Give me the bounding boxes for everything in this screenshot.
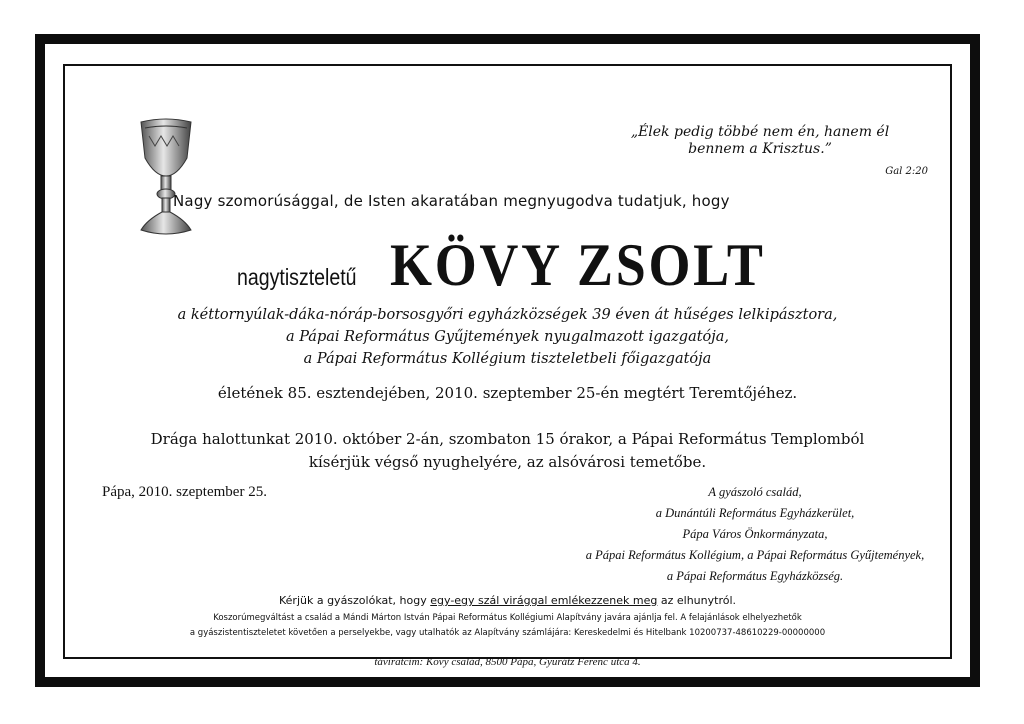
quote-line-1: „Élek pedig többé nem én, hanem él <box>630 124 890 140</box>
flower-request <box>65 594 950 607</box>
mourners-list <box>505 482 1005 587</box>
mourner-line: a Pápai Református Egyházközség. <box>666 569 844 583</box>
intro-sentence: Nagy szomorúsággal, de Isten akaratában megnyugodva tudatjuk, hogy <box>173 192 730 210</box>
request-underlined: egy-egy szál virággal emlékezzenek meg <box>430 594 658 607</box>
roles-list <box>65 304 950 370</box>
mourner-line: a Pápai Református Kollégium, a Pápai Református Gyűjtemények, <box>585 548 925 562</box>
chalice-image <box>137 114 195 238</box>
role-line: a Pápai Református Kollégium tiszteletbeli főigazgatója <box>303 351 712 367</box>
donation-line-1: Koszorúmegváltást a család a Mándi Márton István Pápai Református Kollégiumi Alapítvány javára ajánlja fel. A felajánlások elhelyezhetők <box>213 613 802 623</box>
donation-info <box>65 611 950 641</box>
honorific-title: nagytiszteletű <box>237 264 357 290</box>
bible-quote <box>630 124 890 158</box>
place-date: Pápa, 2010. szeptember 25. <box>102 484 267 500</box>
mourner-line: A gyászoló család, <box>708 485 802 499</box>
funeral-line-1: Drága halottunkat 2010. október 2-án, szombaton 15 órakor, a Pápai Református Templomból <box>150 430 865 448</box>
mourner-line: Pápa Város Önkormányzata, <box>682 527 828 541</box>
outer-black-frame <box>35 34 980 687</box>
funeral-info <box>65 428 950 474</box>
deceased-name: KÖVY ZSOLT <box>390 232 766 298</box>
quote-reference: Gal 2:20 <box>885 166 928 177</box>
inner-white-area <box>45 44 970 677</box>
quote-line-2: bennem a Krisztus.” <box>688 141 832 157</box>
inner-border-line <box>63 64 952 668</box>
role-line: a kéttornyúlak-dáka-nóráp-borsosgyőri egyházközségek 39 éven át hűséges lelkipásztora, <box>177 307 838 323</box>
funeral-line-2: kísérjük végső nyughelyére, az alsóvárosi temetőbe. <box>308 453 707 471</box>
age-death-line: életének 85. esztendejében, 2010. szeptember 25-én megtért Teremtőjéhez. <box>217 384 798 402</box>
role-line: a Pápai Református Gyűjtemények nyugalmazott igazgatója, <box>285 329 730 345</box>
donation-line-2: a gyászistentiszteletet követően a perselyekbe, vagy utalhatók az Alapítvány számlájára: Kereskedelmi és Hitelbank 10200737-48610229-00000000 <box>189 628 826 638</box>
telegram-address: táviratcím: Kövy család, 8500 Pápa, Gyurátz Ferenc utca 4. <box>374 656 641 668</box>
mourner-line: a Dunántúli Református Egyházkerület, <box>655 506 855 520</box>
request-before: Kérjük a gyászolókat, hogy <box>278 594 427 607</box>
request-after: az elhunytról. <box>660 594 737 607</box>
